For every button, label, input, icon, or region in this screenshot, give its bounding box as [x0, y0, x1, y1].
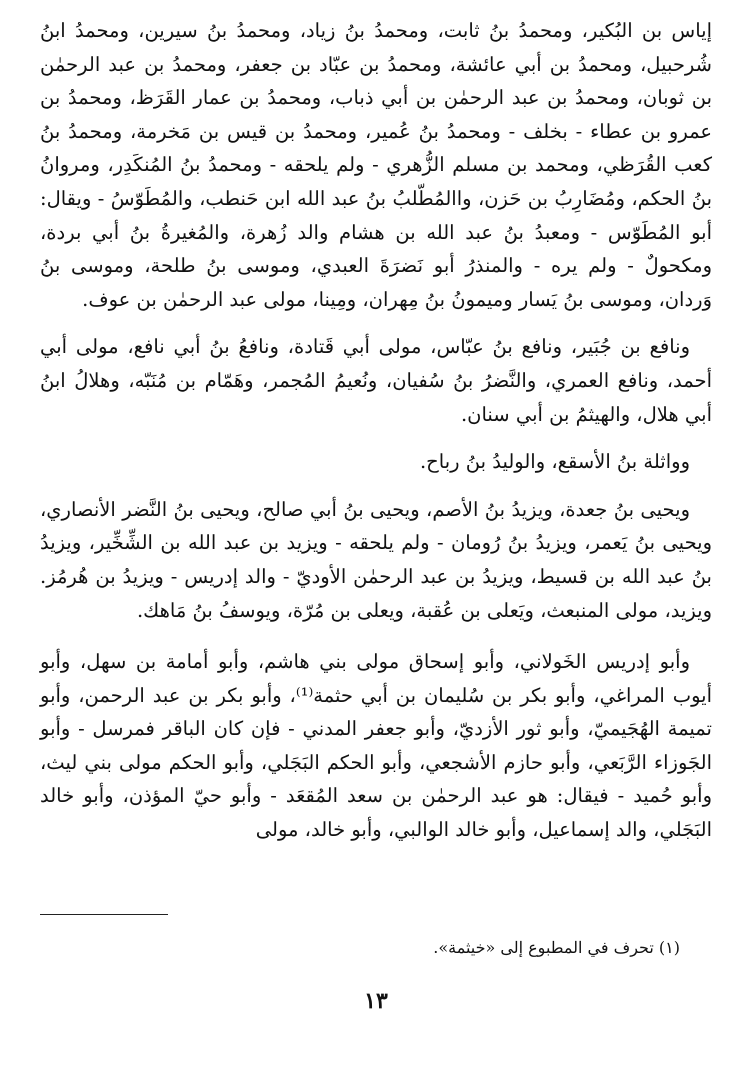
page-body: [40, 14, 712, 847]
paragraph-4: ويحيى بنُ جعدة، ويزيدُ بنُ الأصم، ويحيى بنُ أبي صالح، ويحيى بنُ النَّضر الأنصاري، ويحيى بنُ يَعمر، ويزيدُ بنُ رُومان - ولم يلحقه - ويزيد بن عبد الله بن الشِّخِّير، ويزيدُ بنُ عبد الله بن قسيط، ويزيدُ بن عبد الرحمٰن الأوديّ - والد إدريس - ويزيدُ بن هُرمُز. ويزيد، مولى المنبعث، ويَعلى بن عُقبة، ويعلى بن مُرّة، ويوسفُ بنُ مَاهك.: [40, 497, 712, 622]
paragraph-5: وأبو إدريس الخَولاني، وأبو إسحاق مولى بني هاشم، وأبو أمامة بن سهل، وأبو أيوب المراغي، وأبو بكر بن سُليمان بن أبي حثمة⁽¹⁾، وأبو بكر بن عبد الرحمن، وأبو تميمة الهُجَيميّ، وأبو ثور الأزديّ، وأبو جعفر المدني - فإن كان الباقر فمرسل - وأبو الجَوزاء الرَّبَعي، وأبو حازم الأشجعي، وأبو الحكم البَجَلي، وأبو الحكم مولى بني ليث، وأبو حُميد - فيقال: هو عبد الرحمٰن بن سعد المُقعَد - وأبو حيّ المؤذن، وأبو خالد البَجَلي، والد إسماعيل، وأبو خالد الوالبي، وأبو خالد، مولى: [40, 650, 712, 842]
paragraph-3: وواثلة بنُ الأسقع، والوليدُ بنُ رباح.: [419, 450, 690, 474]
footnote: (١) تحرف في المطبوع إلى «خيثمة».: [433, 938, 680, 957]
page-number: ١٣: [364, 988, 388, 1014]
paragraph-1: إياس بن البُكير، ومحمدُ بنُ ثابت، ومحمدُ بنُ زياد، ومحمدُ بنُ سيرين، ومحمدُ ابنُ شُرحبيل، ومحمدُ بن أبي عائشة، ومحمدُ بن عبّاد بن جعفر، ومحمدُ بن عبد الرحمٰن بن ثوبان، ومحمدُ بن عبد الرحمٰن بن أبي ذباب، ومحمدُ بن عمار القَرَظ، ومحمدُ بن عمرو بن عطاء - بخلف - ومحمدُ بنُ عُمير، ومحمدُ بن قيس بن مَخرمة، ومحمدُ بنُ كعب القُرَظي، ومحمد بن مسلم الزُّهري - ولم يلحقه - ومحمدُ بنُ المُنكَدِر، ومروانُ بنُ الحكم، ومُضَارِبُ بن حَزن، واالمُطّلبُ بنُ عبد الله ابن حَنطب، والمُطَوّسُ - ويقال: أبو المُطَوّس - ومعبدُ بنُ عبد الله بن هشام والد زُهرة، والمُغيرةُ بنُ أبي بردة، ومكحولٌ - ولم يره - والمنذرُ أبو نَضرَةَ العبدي، وموسى بنُ طلحة، وموسى بنُ وَردان، وموسى بنُ يَسار وميمونُ بنُ مِهران، ومِينا، مولى عبد الرحمٰن بن عوف.: [40, 19, 712, 311]
paragraph-2: ونافع بن جُبَير، ونافع بنُ عبّاس، مولى أبي قَتادة، ونافعُ بنُ أبي نافع، مولى أبي أحمد، ونافع العمري، والنَّضرُ بنُ سُفيان، ونُعيمُ المُجمر، وهَمّام بن مُنَبّه، وهلالُ ابنُ أبي هلال، والهيثمُ بن أبي سنان.: [40, 335, 712, 426]
footnote-divider: [40, 914, 168, 915]
